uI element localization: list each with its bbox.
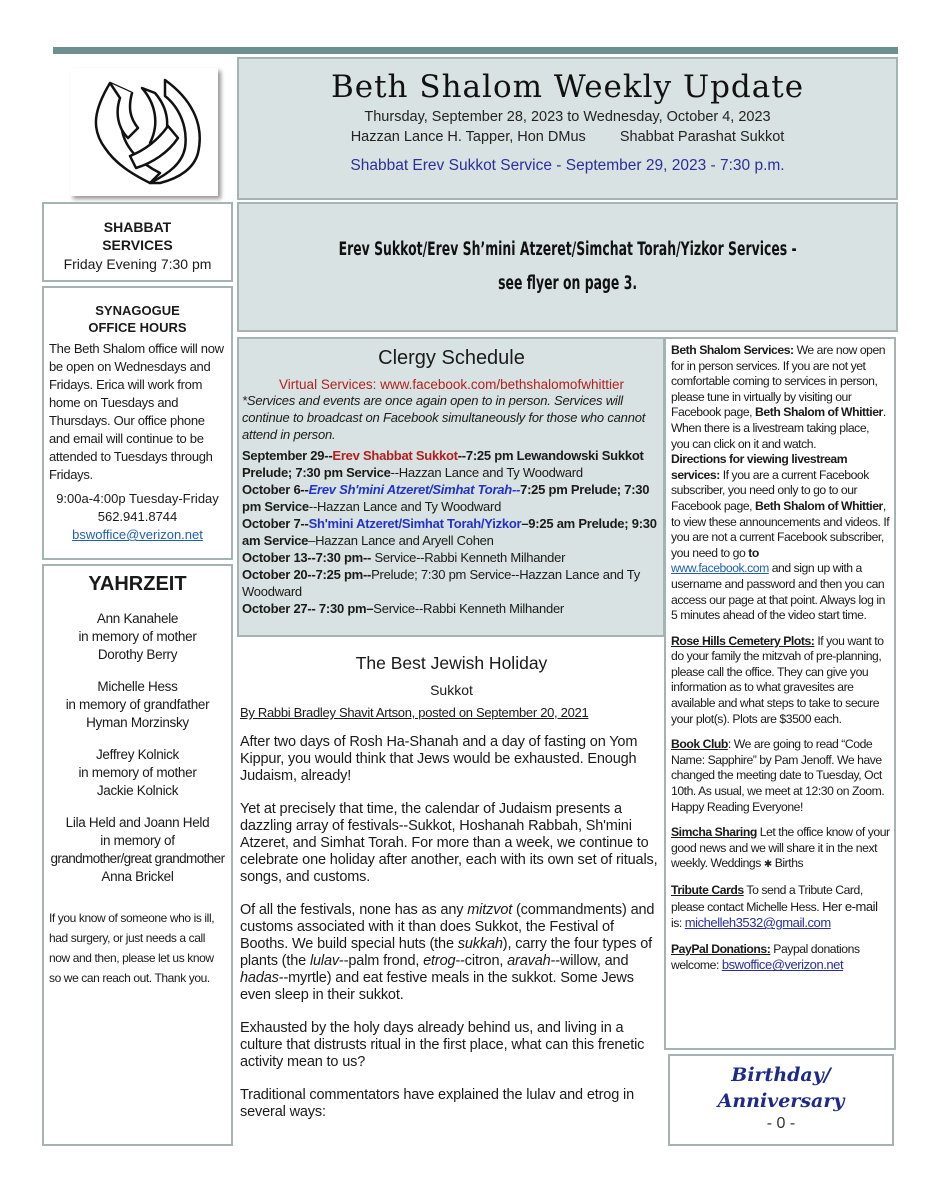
office-phone: 562.941.8744 <box>97 509 178 524</box>
article-paragraph: Yet at precisely that time, the calendar of Judaism presents a dazzling array of festivals--Sukkot, Hoshanah Rabbah, Sh'mini Atzeret, and Simhat Torah. For more than a week, we continue to celebrate one holiday after another, each with its own set of rituals, songs, and customs. <box>240 801 658 885</box>
shabbat-heading-2: SERVICES <box>102 237 173 253</box>
article-paragraph: After two days of Rosh Ha-Shanah and a day of fasting on Yom Kippur, you would think that Jews would be exhausted. Enough Judaism, already! <box>240 734 638 784</box>
yahrzeit-note: If you know of someone who is ill, had surgery, or just needs a call now and then, please let us know so we can reach out. Thank you. <box>49 911 215 985</box>
entry-deceased: Anna Brickel <box>101 869 174 884</box>
article-byline[interactable]: By Rabbi Bradley Shavit Artson, posted on September 20, 2021 <box>240 705 589 720</box>
schedule-item: October 13--7:30 pm-- Service--Rabbi Kenneth Milhander <box>242 550 566 565</box>
entry-deceased: Hyman Morzinsky <box>86 715 189 730</box>
announcements-column <box>664 337 896 1050</box>
cemetery-announcement: Rose Hills Cemetery Plots: If you want to do your family the mitzvah of pre-planning, please call the office. They can give you information as to what gravesites are available and what steps to take to secure your plot(s). Plots are $3500 each. <box>671 633 884 726</box>
article-paragraph: Traditional commentators have explained the lulav and etrog in several ways: <box>240 1087 634 1120</box>
birthday-heading-2: Anniversary <box>717 1090 845 1112</box>
livestream-directions: Directions for viewing livestream services: If you are a current Facebook subscriber, you need only to go to our Facebook page, Beth Shalom of Whittier, to view these announcements and videos. If you are not a current Facebook subscriber, you need to go to www.facebook.com and sign up with a username and password and then you can access our page at that point. Always log in 5 minutes ahead of the video start time. <box>671 452 890 623</box>
banner-line-1: Erev Sukkot/Erev Sh’mini Atzeret/Simchat Torah/Yizkor Services - <box>338 239 797 260</box>
yahrzeit-heading: YAHRZEIT <box>88 573 187 595</box>
entry-name: Michelle Hess <box>97 679 178 694</box>
yahrzeit-entry <box>44 678 231 732</box>
services-announcement: Beth Shalom Services: We are now open for in person services. If you are not yet comfortable coming to services in person, please tune in virtually by visiting our Facebook page, Beth Shalom of Whittier. When there is a livestream taking place, you can click on it and watch. <box>671 343 886 451</box>
article <box>237 640 665 1130</box>
schedule-item: October 20--7:25 pm--Prelude; 7:30 pm Service--Hazzan Lance and Ty Woodward <box>242 567 641 599</box>
birthday-heading-1: Birthday/ <box>731 1064 831 1086</box>
article-title: The Best Jewish Holiday <box>355 653 548 673</box>
tribute-email-link[interactable]: michelleh3532@gmail.com <box>684 915 831 931</box>
entry-relation: in memory of mother <box>78 629 197 644</box>
hazzan-parasha-line <box>239 129 896 145</box>
tribute-announcement: Tribute Cards To send a Tribute Card, please contact Michelle Hess. Her e-mail is: michelleh3532@gmail.com <box>671 883 878 931</box>
parasha: Shabbat Parashat Sukkot <box>619 129 785 145</box>
flame-logo-icon <box>70 68 218 196</box>
office-hours: 9:00a-4:00p Tuesday-Friday <box>56 491 219 506</box>
entry-relation: in memory of grandfather <box>65 697 210 712</box>
services-banner <box>237 202 898 332</box>
shabbat-service-line: Shabbat Erev Sukkot Service - September 29, 2023 - 7:30 p.m. <box>350 157 785 174</box>
shabbat-heading-1: SHABBAT <box>103 219 172 235</box>
clergy-heading: Clergy Schedule <box>378 347 525 369</box>
paypal-email-link[interactable]: bswoffice@verizon.net <box>721 957 844 973</box>
entry-deceased: Jackie Kolnick <box>96 783 179 798</box>
synagogue-logo <box>70 68 218 196</box>
facebook-link[interactable]: www.facebook.com <box>671 561 769 576</box>
star-icon: ✱ <box>763 859 772 871</box>
entry-name: Jeffrey Kolnick <box>95 747 180 762</box>
office-body: The Beth Shalom office will now be open on Wednesdays and Fridays. Erica will work from home on Tuesdays and Thursdays. Our office phone and email will continue to be attended to Tuesdays through Fridays. <box>49 341 224 482</box>
schedule-item: October 27-- 7:30 pm–Service--Rabbi Kenneth Milhander <box>242 601 565 616</box>
entry-deceased: Dorothy Berry <box>97 647 178 662</box>
newsletter-header <box>237 57 898 200</box>
entry-relation: in memory of mother <box>78 765 197 780</box>
schedule-list <box>242 447 661 617</box>
article-subtitle: Sukkot <box>430 682 473 698</box>
yahrzeit-box <box>42 564 233 1146</box>
book-club-announcement: Book Club: We are going to read “Code Name: Sapphire” by Pam Jenoff. We have changed the meeting date to Tuesday, Oct 10th. As usual, we meet at 12:30 on Zoom. Happy Reading Everyone! <box>671 737 885 814</box>
top-accent-bar <box>53 47 898 54</box>
entry-name: Lila Held and Joann Held <box>65 815 210 830</box>
clergy-schedule-box <box>237 337 665 637</box>
article-paragraph: Exhausted by the holy days already behind us, and living in a culture that distrusts ritual in the first place, what can this frenetic activity mean to us? <box>240 1020 645 1070</box>
birthday-count: - 0 - <box>766 1115 796 1132</box>
office-hours-box <box>42 286 233 560</box>
office-heading-1: SYNAGOGUE <box>95 303 180 318</box>
shabbat-services-box <box>42 202 233 282</box>
birthday-anniversary-box <box>668 1054 894 1146</box>
date-range: Thursday, September 28, 2023 to Wednesday, October 4, 2023 <box>364 109 771 125</box>
newsletter-title: Beth Shalom Weekly Update <box>330 69 805 105</box>
office-email-link[interactable]: bswoffice@verizon.net <box>72 527 203 542</box>
schedule-item: October 7--Sh'mini Atzeret/Simhat Torah/Yizkor–9:25 am Prelude; 9:30 am Service–Hazzan Lance and Aryell Cohen <box>242 516 657 548</box>
entry-name: Ann Kanahele <box>96 611 179 626</box>
yahrzeit-entry <box>44 746 231 800</box>
paypal-announcement: PayPal Donations: Paypal donations welcome: bswoffice@verizon.net <box>671 941 860 973</box>
virtual-services-link[interactable]: Virtual Services: www.facebook.com/bethshalomofwhittier <box>279 377 624 392</box>
office-heading-2: OFFICE HOURS <box>88 320 187 335</box>
article-paragraph: Of all the festivals, none has as any mitzvot (commandments) and customs associated with it than does Sukkot, the Festival of Booths. We build special huts (the sukkah), carry the four types of plants (the lulav--palm frond, etrog--citron, aravah--willow, and hadas--myrtle) and eat festive meals in the sukkot. Some Jews even sleep in their sukkot. <box>240 902 655 1003</box>
entry-relation: grandmother/great grandmother <box>50 851 225 866</box>
yahrzeit-entry <box>44 814 231 886</box>
schedule-item: September 29--Erev Shabbat Sukkot--7:25 pm Lewandowski Sukkot Prelude; 7:30 pm Service--Hazzan Lance and Ty Woodward <box>242 448 644 480</box>
entry-relation: in memory of <box>100 833 175 848</box>
yahrzeit-entry <box>44 610 231 664</box>
clergy-note: *Services and events are once again open to in person. Services will continue to broadcast on Facebook simultaneously for those who cannot attend in person. <box>242 393 646 442</box>
hazzan-name: Hazzan Lance H. Tapper, Hon DMus <box>350 129 586 145</box>
schedule-item: October 6--Erev Sh'mini Atzeret/Simhat Torah--7:25 pm Prelude; 7:30 pm Service--Hazzan Lance and Ty Woodward <box>242 482 650 514</box>
simcha-announcement: Simcha Sharing Let the office know of your good news and we will share it in the next weekly. Weddings ✱ Births <box>671 825 890 871</box>
shabbat-time: Friday Evening 7:30 pm <box>63 256 212 272</box>
banner-line-2: see flyer on page 3. <box>498 273 637 294</box>
